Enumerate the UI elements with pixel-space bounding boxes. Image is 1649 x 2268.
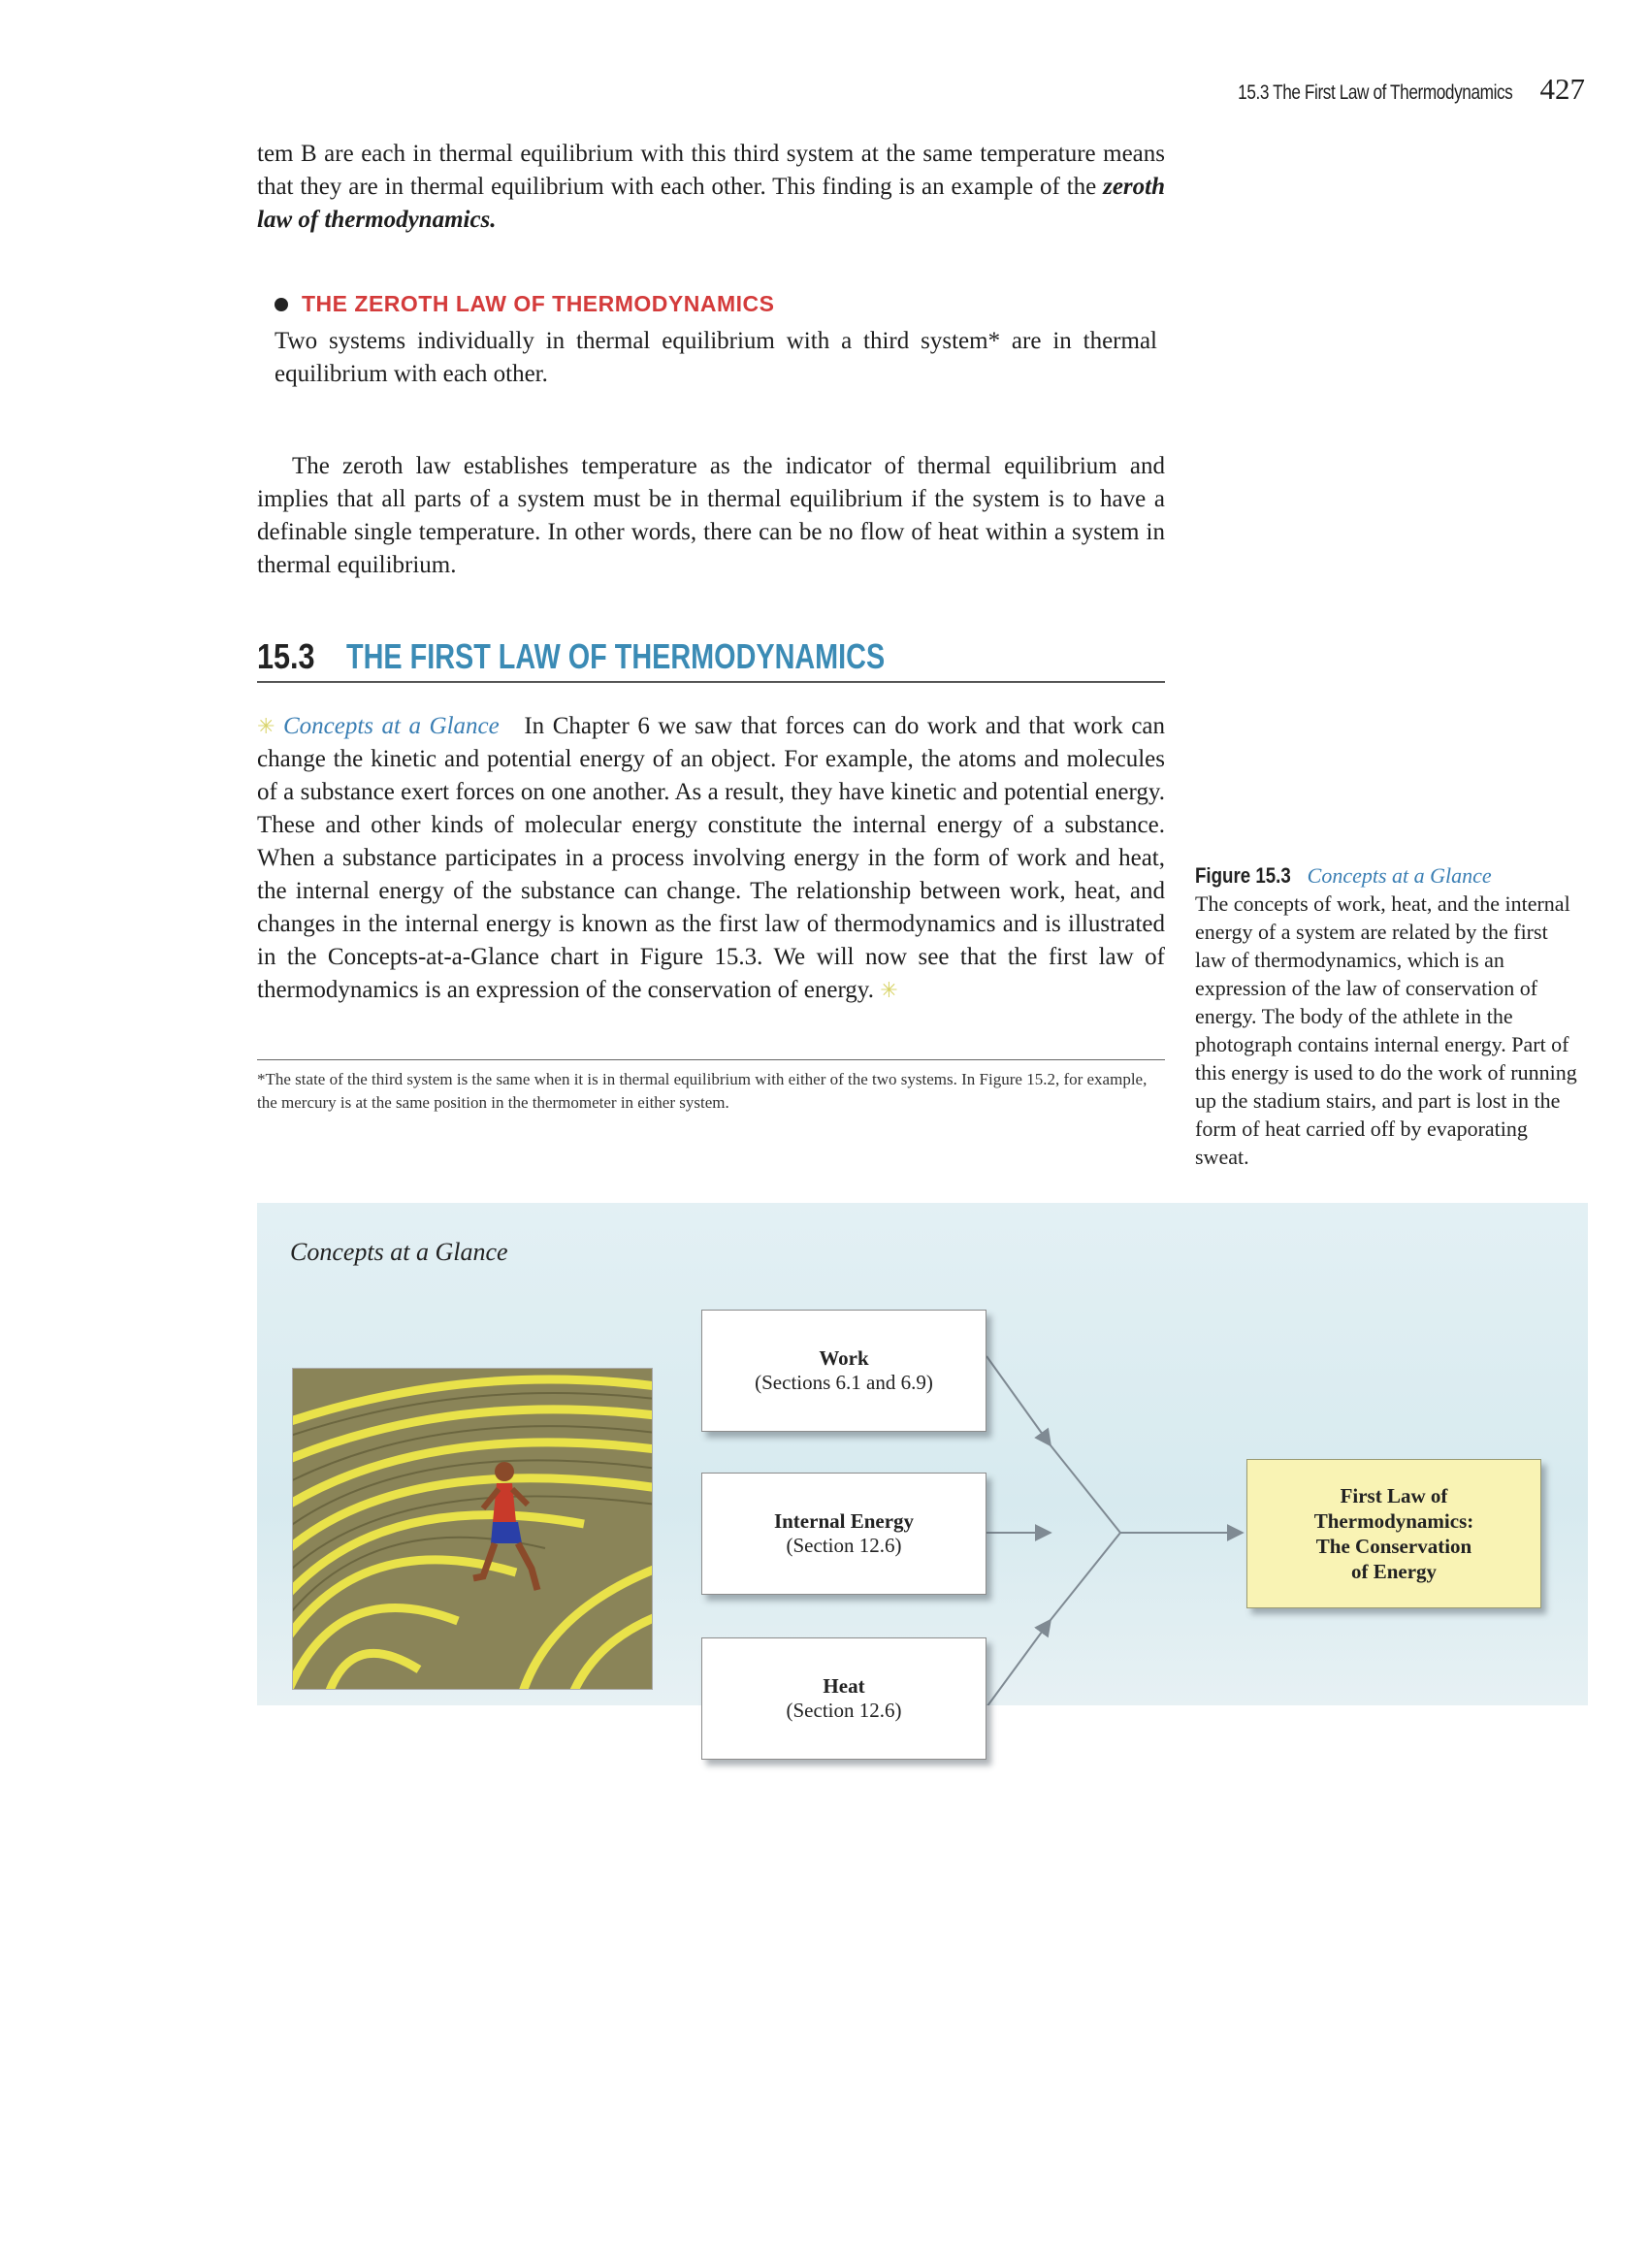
work-box-ref: (Sections 6.1 and 6.9)	[755, 1371, 933, 1394]
concepts-lead-in: Concepts at a Glance	[282, 713, 500, 739]
intro-emphasis: zeroth law of thermodynamics.	[257, 174, 1165, 233]
page-number: 427	[1539, 72, 1585, 106]
figure-label: Figure 15.3	[1195, 863, 1291, 888]
footnote-text: *The state of the third system is the same when it is in thermal equilibrium with either of the two systems. In Figure 15.2, for example, the mercury is at the same position in the thermometer in either system.	[257, 1070, 1148, 1112]
heat-box-title: Heat	[823, 1674, 865, 1698]
concepts-chart-title: Concepts at a Glance	[290, 1238, 508, 1266]
figure-caption-text: The concepts of work, heat, and the internal energy of a system are related by the first law of thermodynamics, which is an expression of the law of conservation of energy. The body of the athlete in the photograph contains internal energy. Part of this energy is used to do the work of running up the stadium stairs, and part is lost in the form of heat carried off by evaporating sweat.	[1195, 891, 1577, 1169]
work-box-title: Work	[819, 1346, 869, 1370]
heat-box-ref: (Section 12.6)	[786, 1699, 902, 1722]
concepts-chart	[257, 1203, 1588, 1722]
internal-energy-box	[701, 1473, 986, 1595]
work-box	[701, 1310, 986, 1432]
running-head	[1178, 72, 1585, 107]
zeroth-law-box	[275, 291, 1157, 391]
first-law-box	[1246, 1459, 1541, 1608]
flow-arrows	[257, 1203, 1588, 1705]
internal-energy-box-ref: (Section 12.6)	[786, 1534, 902, 1557]
first-law-line-2: Thermodynamics:	[1313, 1509, 1474, 1533]
footnote	[257, 1059, 1165, 1115]
running-head-title: 15.3 The First Law of Thermodynamics	[1238, 81, 1513, 104]
concepts-star-icon-end: ✳	[880, 978, 898, 1002]
internal-energy-box-title: Internal Energy	[773, 1509, 915, 1533]
figure-caption	[1195, 861, 1583, 1171]
section-number: 15.3	[257, 636, 315, 676]
zeroth-law-heading-text: THE ZEROTH LAW OF THERMODYNAMICS	[302, 291, 775, 316]
intro-paragraph	[257, 138, 1165, 237]
heat-box	[701, 1637, 986, 1760]
first-law-line-3: The Conservation	[1315, 1535, 1472, 1558]
zeroth-explanation: The zeroth law establishes temperature as the indicator of thermal equilibrium and implies that all parts of a system must be in thermal equilibrium if the system is to have a definable single temperature. In other words, there can be no flow of heat within a system in thermal equilibrium.	[257, 453, 1165, 578]
figure-caption-lead-in: Concepts at a Glance	[1307, 863, 1492, 888]
section-heading	[257, 636, 1165, 683]
section-paragraph	[257, 710, 1165, 1007]
concepts-star-icon: ✳	[257, 714, 275, 738]
section-title: THE FIRST LAW OF THERMODYNAMICS	[346, 636, 886, 676]
work-arrow	[986, 1356, 1051, 1445]
first-law-line-1: First Law of	[1340, 1484, 1448, 1507]
zeroth-law-statement: Two systems individually in thermal equilibrium with a third system* are in thermal equilibrium with each other.	[275, 328, 1157, 387]
heat-arrow	[986, 1620, 1051, 1705]
section-paragraph-text: In Chapter 6 we saw that forces can do work and that work can change the kinetic and potential energy of an object. For example, the atoms and molecules of a substance exert forces on one another. As a result, they have kinetic and potential energy. These and other kinds of molecular energy constitute the internal energy of a substance. When a substance participates in a process involving energy in the form of work and heat, the internal energy of the substance can change. The relationship between work, heat, and changes in the internal energy is known as the first law of thermodynamics and is illustrated in the Concepts-at-a-Glance chart in Figure 15.3. We will now see that the first law of thermodynamics is an expression of the conservation of energy.	[257, 713, 1166, 1003]
bullet-icon	[275, 298, 288, 311]
zeroth-law-heading	[275, 291, 1157, 317]
first-law-line-4: of Energy	[1350, 1560, 1438, 1583]
merge-bracket	[1051, 1445, 1120, 1620]
intro-text: tem B are each in thermal equilibrium with this third system at the same temperature means that they are in thermal equilibrium with each other. This finding is an example of the	[257, 141, 1165, 200]
